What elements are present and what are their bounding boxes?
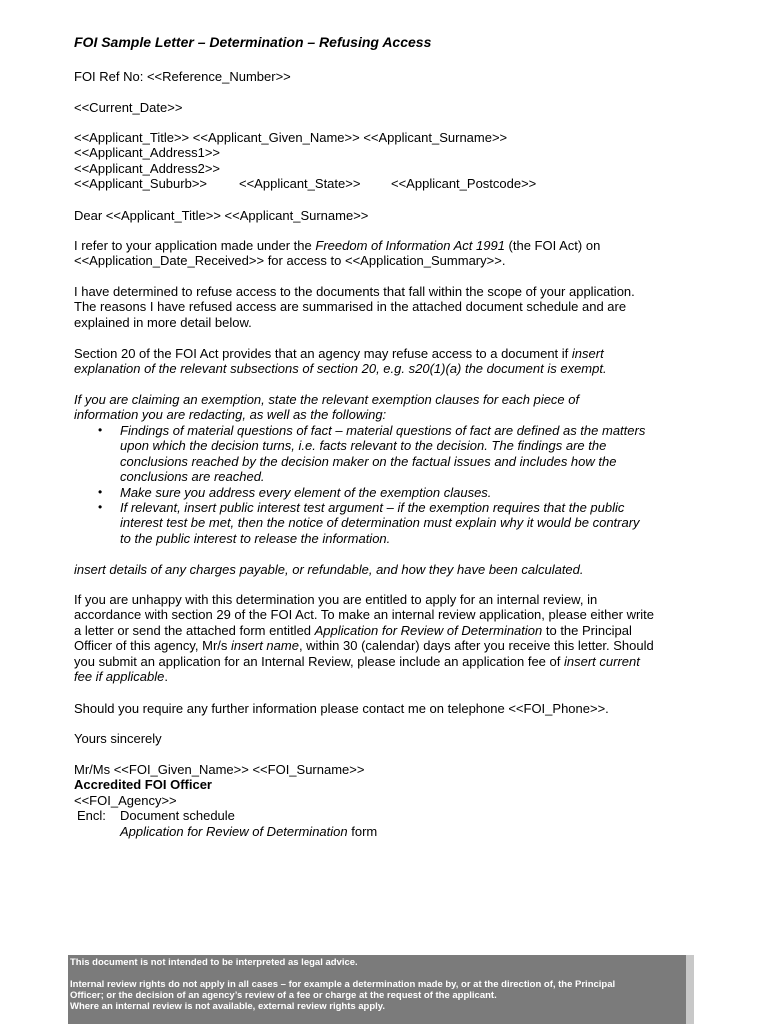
review-line-4-before: Officer of this agency, Mr/s <box>74 638 232 654</box>
closing-text: Yours sincerely <box>74 731 162 746</box>
bullet-2-line-1: Make sure you address every element of the exemption clauses. <box>120 484 492 500</box>
footer-line-3: Officer; or the decision of an agency’s review of a fee or charge at the request of the applicant. <box>70 990 497 1001</box>
bullet-3-line-1: If relevant, insert public interest test argument – if the exemption requires that the public <box>120 500 625 516</box>
review-form-name: Application for Review of Determination <box>314 622 543 638</box>
applicant-address <box>74 130 704 192</box>
review-line-3-after: to the Principal <box>542 622 632 638</box>
signature-role: Accredited FOI Officer <box>74 777 212 793</box>
review-line-3 <box>74 623 704 638</box>
address-line-2: <<Applicant_Address1>> <box>74 145 220 161</box>
closing <box>74 731 704 746</box>
bullet-3-line-2: interest test be met, then the notice of determination must explain why it would be contrary <box>120 515 640 531</box>
bullet-item-findings <box>74 423 704 485</box>
review-line-4-after: , within 30 (calendar) days after you receive this letter. Should <box>298 638 654 654</box>
date-line <box>74 100 704 115</box>
footer-line-1: This document is not intended to be interpreted as legal advice. <box>70 957 358 968</box>
paragraph-exemption-line-2: information you are redacting, as well as the following: <box>74 407 387 423</box>
paragraph-internal-review <box>74 592 704 684</box>
para3-insert: insert <box>571 346 604 361</box>
paragraph-reference <box>74 238 704 269</box>
paragraph-reference-line-2: <<Application_Date_Received>> for access to <<Application_Summary>>. <box>74 253 506 269</box>
review-fee-applicable: fee if applicable <box>74 669 165 685</box>
paragraph-exemption-line-1: If you are claiming an exemption, state the relevant exemption clauses for each piece of <box>74 392 580 407</box>
paragraph-refusal-line-3: explained in more detail below. <box>74 314 252 330</box>
review-insert-fee: insert current <box>563 653 640 669</box>
salutation-text: Dear <<Applicant_Title>> <<Applicant_Surname>> <box>74 208 369 223</box>
bullet-1-line-4: conclusions are reached. <box>120 469 265 485</box>
contact-text: Should you require any further information please contact me on telephone <<FOI_Phone>>. <box>74 701 609 716</box>
review-line-1: If you are unhappy with this determination you are entitled to apply for an internal review, in <box>74 592 598 607</box>
enclosure-item-2-after: form <box>347 823 378 839</box>
enclosure-item-2 <box>120 824 377 839</box>
footer-line-2: Internal review rights do not apply in all cases – for example a determination made by, or at the direction of, the Principal <box>70 979 616 990</box>
paragraph-charges <box>74 562 704 577</box>
review-line-2: accordance with section 29 of the FOI Act. To make an internal review application, please either write <box>74 607 655 623</box>
enclosures <box>74 808 704 839</box>
enclosures-label: Encl: <box>77 808 106 824</box>
para1-before: I refer to your application made under the <box>74 238 316 253</box>
paragraph-refusal-line-2: The reasons I have refused access are summarised in the attached document schedule and are <box>74 299 627 315</box>
paragraph-section-20 <box>74 346 704 377</box>
disclaimer-footer <box>68 955 694 1024</box>
enclosure-item-2-form: Application for Review of Determination <box>120 823 348 839</box>
bullet-dot-icon: • <box>98 484 103 499</box>
reference-text: FOI Ref No: <<Reference_Number>> <box>74 69 291 84</box>
enclosures-items <box>120 808 377 839</box>
footer-gap <box>70 968 686 979</box>
review-line-5-before: you submit an application for an Internal Review, please include an application fee of <box>74 653 564 669</box>
signature-agency: <<FOI_Agency>> <box>74 792 177 808</box>
act-name: Freedom of Information Act 1991 <box>315 238 505 253</box>
para1-after: (the FOI Act) on <box>504 238 601 253</box>
address-line-4 <box>74 176 704 191</box>
review-line-6 <box>74 669 704 684</box>
date-text: <<Current_Date>> <box>74 100 183 115</box>
paragraph-charges-text: insert details of any charges payable, or refundable, and how they have been calculated. <box>74 562 584 577</box>
paragraph-contact <box>74 701 704 716</box>
para3-before: Section 20 of the FOI Act provides that an agency may refuse access to a document if <box>74 346 572 361</box>
footer-line-4: Where an internal review is not available, external review rights apply. <box>70 1001 386 1012</box>
review-insert-name: insert name <box>231 638 299 654</box>
bullet-dot-icon: • <box>98 423 103 437</box>
review-line-4 <box>74 638 704 653</box>
enclosure-item-1: Document schedule <box>120 808 235 824</box>
review-line-3-before: a letter or send the attached form entitled <box>74 622 315 638</box>
paragraph-section-20-line-1 <box>74 346 704 361</box>
review-line-6-after: . <box>164 669 168 685</box>
address-postcode: <<Applicant_Postcode>> <box>391 176 537 192</box>
address-state: <<Applicant_State>> <box>239 176 361 192</box>
bullet-1-line-2: upon which the decision turns, i.e. facts relevant to the decision. The findings are the <box>120 438 607 454</box>
bullet-item-elements <box>74 485 704 500</box>
paragraph-exemption <box>74 392 704 423</box>
document-title: FOI Sample Letter – Determination – Refusing Access <box>74 34 432 50</box>
address-line-1: <<Applicant_Title>> <<Applicant_Given_Name>> <<Applicant_Surname>> <box>74 130 508 145</box>
paragraph-refusal-line-1: I have determined to refuse access to the documents that fall within the scope of your application. <box>74 284 635 299</box>
review-line-5 <box>74 654 704 669</box>
bullet-item-public-interest <box>74 500 704 546</box>
bullet-1-line-3: conclusions reached by the decision maker on the factual issues and includes how the <box>120 453 617 469</box>
paragraph-reference-line-1 <box>74 238 704 253</box>
reference-line <box>74 69 704 84</box>
bullet-dot-icon: • <box>98 500 103 515</box>
paragraph-refusal <box>74 284 704 330</box>
bullet-3-line-3: to the public interest to release the information. <box>120 530 391 546</box>
signature-name: Mr/Ms <<FOI_Given_Name>> <<FOI_Surname>> <box>74 762 365 777</box>
bullet-1-line-1: Findings of material questions of fact – material questions of fact are defined as the matters <box>120 423 646 438</box>
address-line-3: <<Applicant_Address2>> <box>74 160 220 176</box>
exemption-bullet-list <box>74 423 704 546</box>
address-suburb: <<Applicant_Suburb>> <box>74 176 207 192</box>
paragraph-section-20-line-2: explanation of the relevant subsections of section 20, e.g. s20(1)(a) the document is exempt. <box>74 361 607 377</box>
signature-block <box>74 762 704 839</box>
salutation <box>74 208 704 223</box>
